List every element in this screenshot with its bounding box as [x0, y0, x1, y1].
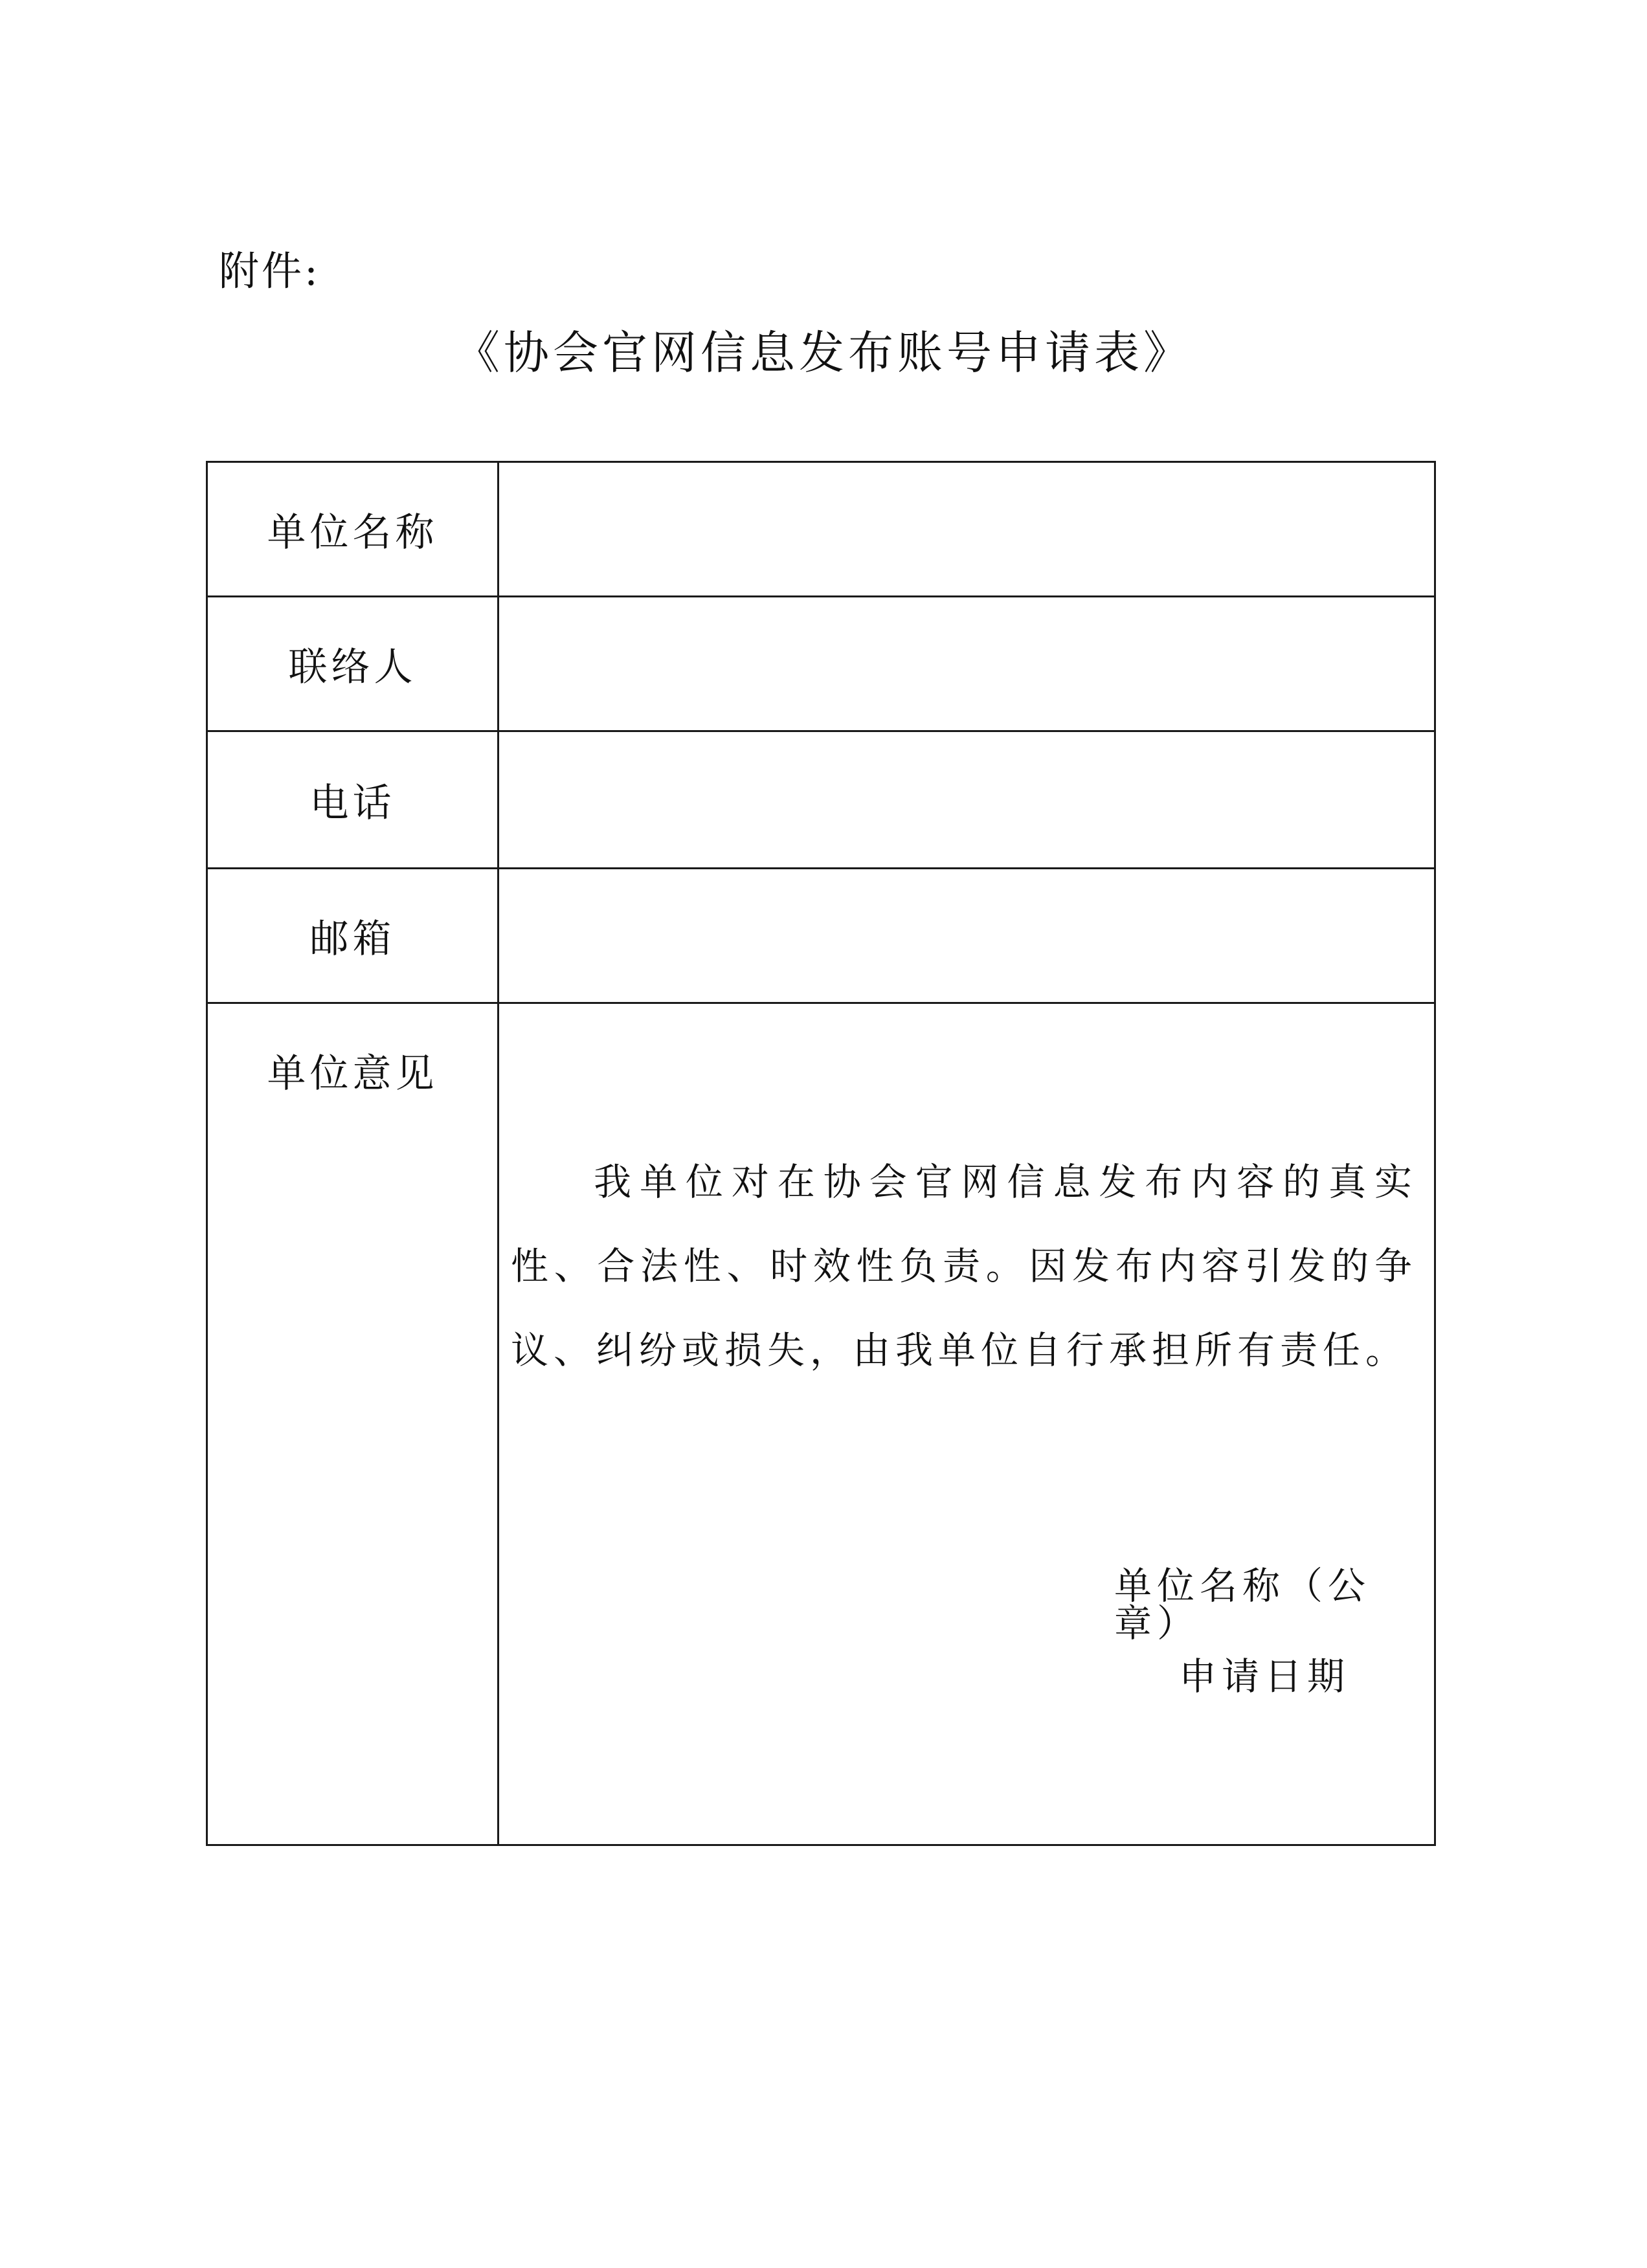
unit-name-label: 单位名称: [208, 463, 499, 595]
form-row-unit-opinion: [208, 1004, 1434, 1844]
contact-person-label: 联络人: [208, 597, 499, 730]
signature-application-date: 申请日期: [1179, 1654, 1350, 1698]
form-row-unit-name: [208, 463, 1434, 597]
form-row-phone: [208, 732, 1434, 869]
unit-opinion-cell: [499, 1004, 1434, 1844]
attachment-label: 附件:: [219, 247, 320, 295]
application-form-table: [206, 461, 1436, 1846]
email-label: 邮箱: [208, 869, 499, 1002]
phone-field[interactable]: [499, 732, 1434, 867]
phone-label: 电话: [208, 732, 499, 867]
signature-unit-name-seal: 单位名称（公章）: [1114, 1564, 1371, 1645]
unit-opinion-label: 单位意见: [208, 1004, 499, 1844]
email-field[interactable]: [499, 869, 1434, 1002]
contact-person-field[interactable]: [499, 597, 1434, 730]
form-row-contact-person: [208, 597, 1434, 732]
form-row-email: [208, 869, 1434, 1004]
document-title: 《协会官网信息发布账号申请表》: [454, 326, 1193, 379]
responsibility-statement: 我单位对在协会官网信息发布内容的真实性、合法性、时效性负责。因发布内容引发的争议、纠纷或损失，由我单位自行承担所有责任。: [511, 1160, 1417, 1372]
unit-name-field[interactable]: [499, 463, 1434, 595]
